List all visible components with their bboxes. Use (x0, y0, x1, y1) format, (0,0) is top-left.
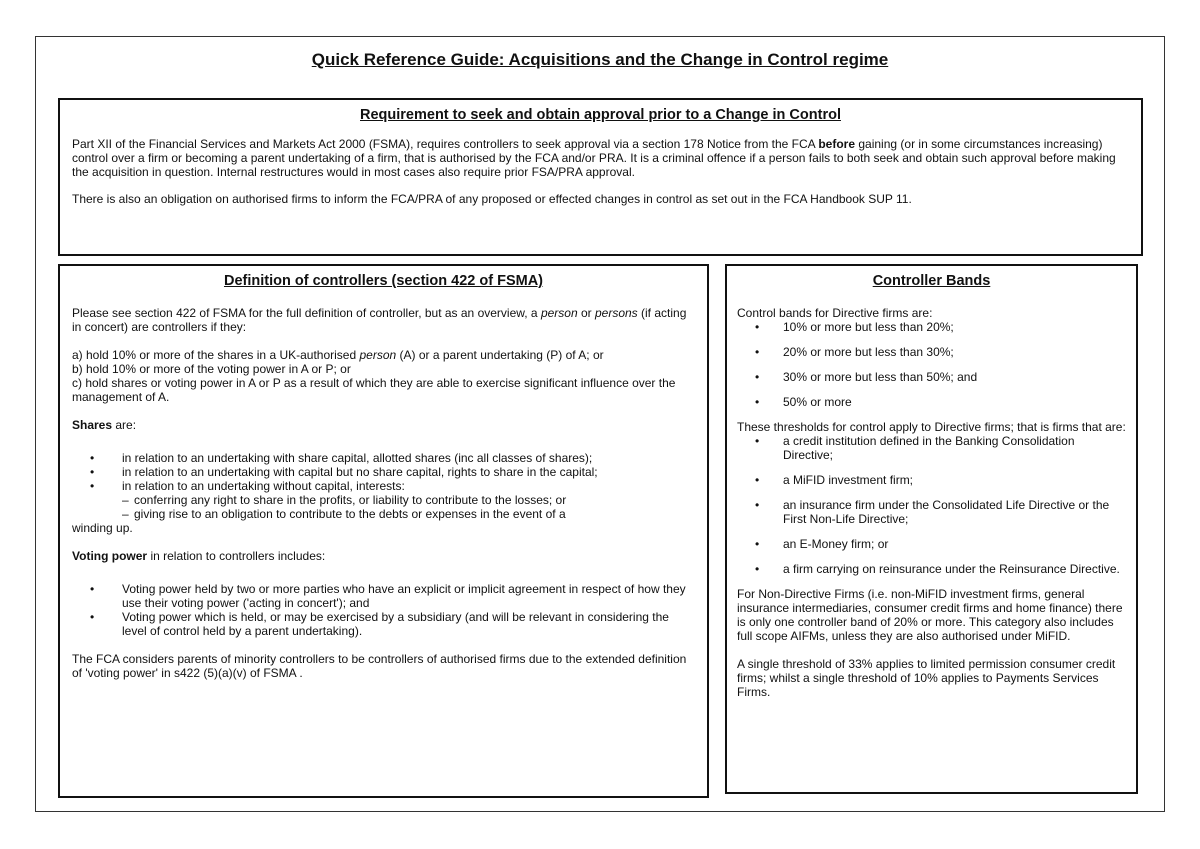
list-item: – conferring any right to share in the profits, or liability to contribute to the losses; or (122, 493, 695, 507)
requirement-paragraph-1 (72, 137, 1129, 179)
condition-c: c) hold shares or voting power in A or P as a result of which they are able to exercise significant influence over the management of A. (72, 376, 676, 404)
list-item: • 10% or more but less than 20%; (755, 320, 1126, 334)
list-item: • 30% or more but less than 50%; and (755, 370, 1126, 384)
list-item: • a credit institution defined in the Banking Consolidation Directive; (755, 434, 1126, 462)
list-item: • 20% or more but less than 30%; (755, 345, 1126, 359)
requirement-paragraph-2: There is also an obligation on authorised firms to inform the FCA/PRA of any proposed or effected changes in control as set out in the FCA Handbook SUP 11. (72, 192, 912, 206)
list-item: – giving rise to an obligation to contribute to the debts or expenses in the event of a (122, 507, 695, 521)
definition-section (58, 264, 709, 798)
list-item: • in relation to an undertaking with capital but no share capital, rights to share in the capital; (90, 465, 695, 479)
non-directive-text: For Non-Directive Firms (i.e. non-MiFID investment firms, general insurance intermediaries, consumer credit firms and home finance) there is only one controller band of 20% or more. This category also includes full scope AIFMs, unless they are also authorised under MiFID. (737, 587, 1123, 643)
list-item: • in relation to an undertaking with share capital, allotted shares (inc all classes of shares); (90, 451, 695, 465)
bands-intro: Control bands for Directive firms are: (737, 306, 933, 320)
list-item: • Voting power which is held, or may be exercised by a subsidiary (and will be relevant in considering the level of control held by a parent undertaking). (90, 610, 695, 638)
voting-rest: in relation to controllers includes: (147, 549, 326, 563)
definition-closing: The FCA considers parents of minority controllers to be controllers of authorised firms due to the extended definition of 'voting power' in s422 (5)(a)(v) of FSMA . (72, 652, 687, 680)
intro-text-a: Please see section 422 of FSMA for the full definition of controller, but as an overview, a (72, 306, 541, 320)
firm-list (737, 434, 1126, 576)
shares-list (72, 451, 695, 493)
condition-b: b) hold 10% or more of the voting power in A or P; or (72, 362, 351, 376)
requirement-text-b: gaining (or in some circumstances increasing) control over a firm or becoming a parent undertaking of a firm, that is authorised by the FCA and/or PRA. It is a criminal offence if a person fails to both seek and obtain such approval before making the acquisition in question. Internal restructures would in most cases also require prior FSA/PRA approval. (72, 137, 1116, 179)
requirement-section (58, 98, 1143, 256)
intro-text-b: (if acting in concert) are controllers if they: (72, 306, 687, 334)
voting-label: Voting power (72, 549, 148, 563)
list-item: • a MiFID investment firm; (755, 473, 1126, 487)
list-item: • 50% or more (755, 395, 1126, 409)
shares-rest: are: (112, 418, 137, 432)
condition-a-text-1: a) hold 10% or more of the shares in a UK-authorised (72, 348, 360, 362)
page-title: Quick Reference Guide: Acquisitions and the Change in Control regime (311, 50, 889, 69)
intro-persons: persons (594, 306, 638, 320)
requirement-bold-before: before (818, 137, 856, 151)
requirement-text-a: Part XII of the Financial Services and Markets Act 2000 (FSMA), requires controllers to seek approval via a section 178 Notice from the FCA (72, 137, 819, 151)
controller-bands-heading: Controller Bands (872, 273, 991, 289)
list-item: • an insurance firm under the Consolidated Life Directive or the First Non-Life Directive; (755, 498, 1126, 526)
single-threshold-text: A single threshold of 33% applies to limited permission consumer credit firms; whilst a single threshold of 10% applies to Payments Services Firms. (737, 657, 1116, 699)
definition-heading: Definition of controllers (section 422 of FSMA) (223, 273, 544, 289)
condition-a (72, 348, 695, 362)
shares-heading (72, 418, 695, 432)
thresholds-text: These thresholds for control apply to Directive firms; that is firms that are: (737, 420, 1126, 434)
intro-person: person (540, 306, 578, 320)
shares-label: Shares (72, 418, 113, 432)
voting-heading (72, 549, 695, 563)
list-item: • in relation to an undertaking without capital, interests: (90, 479, 695, 493)
controller-bands-section (725, 264, 1138, 794)
list-item: • a firm carrying on reinsurance under the Reinsurance Directive. (755, 562, 1126, 576)
shares-tail: winding up. (72, 521, 133, 535)
list-item: • an E-Money firm; or (755, 537, 1126, 551)
intro-or: or (577, 306, 595, 320)
list-item: • Voting power held by two or more parties who have an explicit or implicit agreement in respect of how they use their voting power ('acting in concert'); and (90, 582, 695, 610)
band-list (737, 320, 1126, 409)
condition-a-person: person (359, 348, 397, 362)
shares-sublist (72, 493, 695, 521)
definition-intro (72, 306, 695, 334)
voting-list (72, 582, 695, 638)
condition-a-text-2: (A) or a parent undertaking (P) of A; or (396, 348, 604, 362)
requirement-heading: Requirement to seek and obtain approval prior to a Change in Control (360, 107, 841, 123)
